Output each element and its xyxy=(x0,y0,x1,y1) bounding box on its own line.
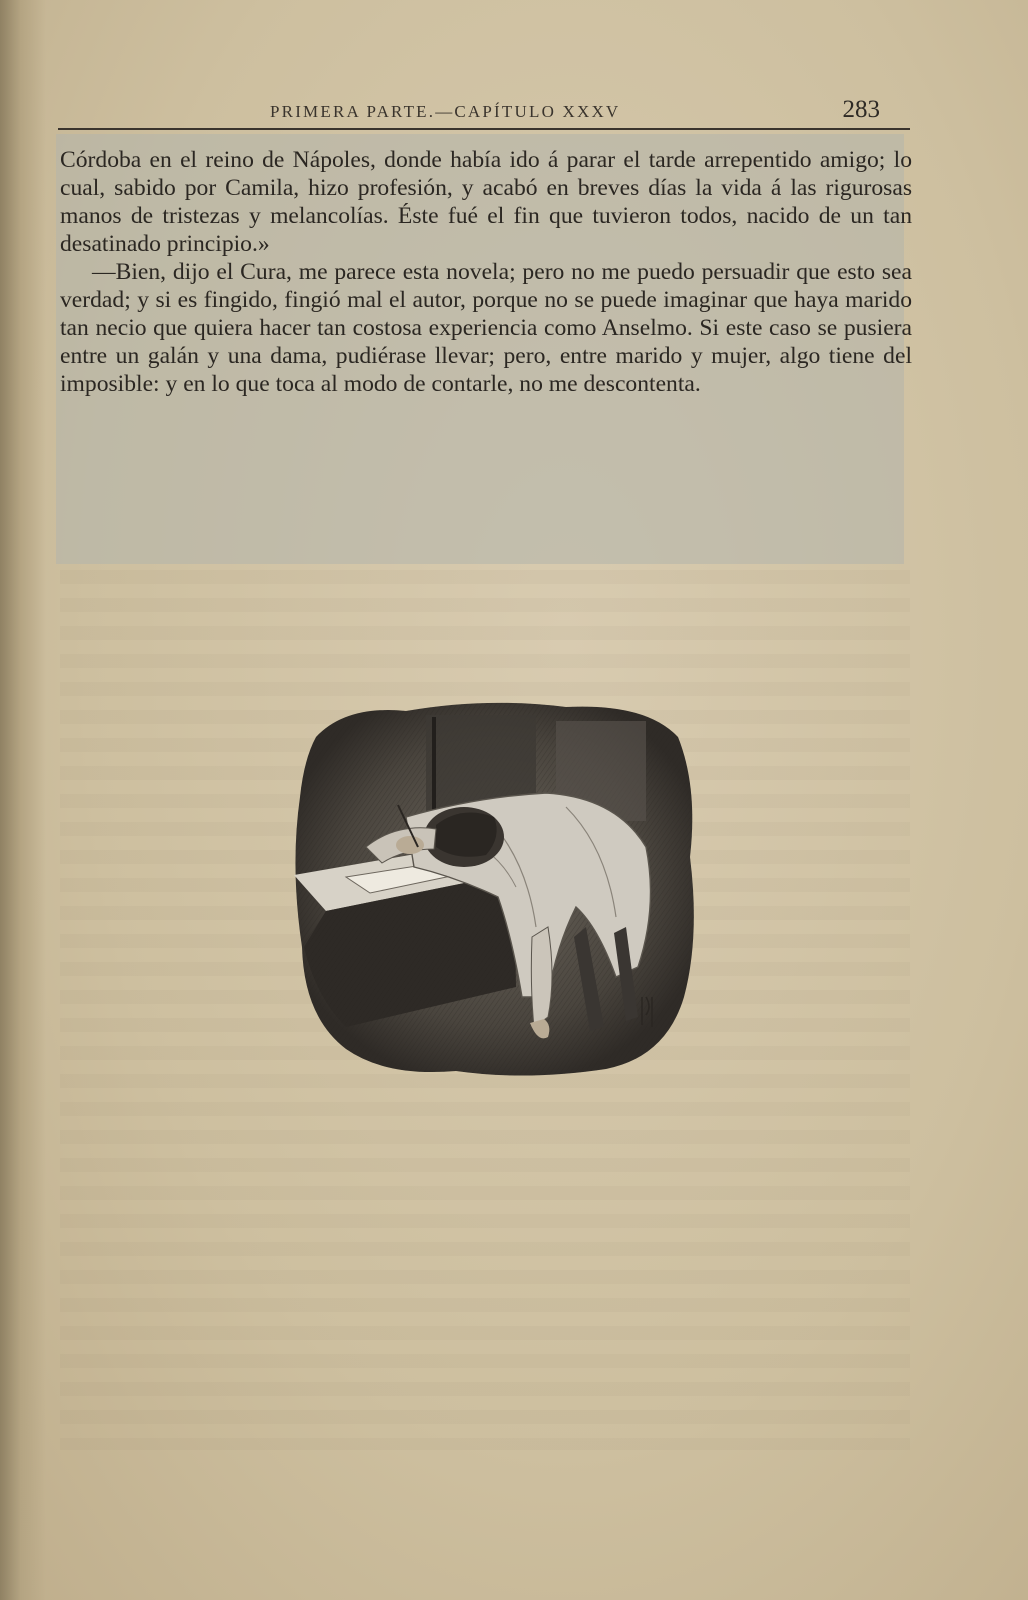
header-rule xyxy=(58,128,910,130)
paragraph: Córdoba en el reino de Nápoles, donde había ido á parar el tarde arrepentido amigo; lo cual, sabido por Camila, hizo profesión, y acabó en breves días la vida á las rigurosas manos de tristezas y melancolías. Éste fué el fin que tuvieron todos, nacido de un tan desatinado principio.» xyxy=(60,147,912,257)
running-head: PRIMERA PARTE.—CAPÍTULO XXXV xyxy=(270,102,621,121)
engraving-illustration xyxy=(286,697,702,1081)
paragraph: —Bien, dijo el Cura, me parece esta novela; pero no me puedo persuadir que esto sea verdad; y si es fingido, fingió mal el autor, porque no se puede imaginar que haya marido tan necio que quiera hacer tan costosa experiencia como Anselmo. Si este caso se pusiera entre un galán y una dama, pudiérase llevar; pero, entre marido y mujer, algo tiene del imposible: y en lo que toca al modo de contarle, no me descontenta. xyxy=(60,259,912,397)
page-header xyxy=(58,96,910,130)
body-text xyxy=(60,146,912,398)
binding-gutter-shadow xyxy=(0,0,46,1600)
engraving-man-slumped-over-desk-icon xyxy=(286,697,702,1081)
page-number: 283 xyxy=(842,96,880,123)
